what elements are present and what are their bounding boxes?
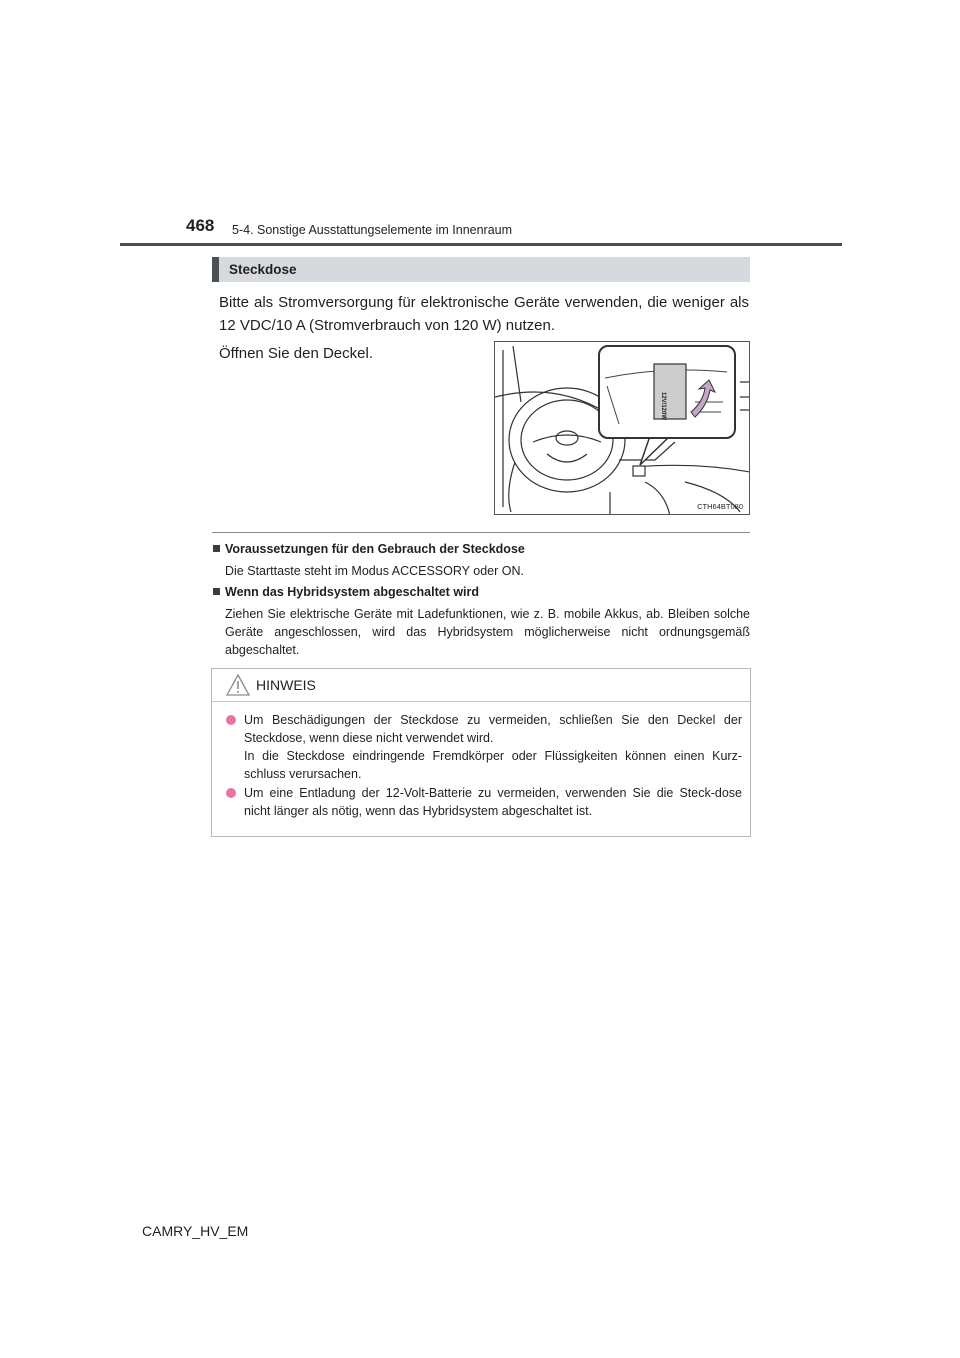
dashboard-drawing — [495, 342, 750, 515]
hinweis-item-text: Um eine Entladung der 12-Volt-Batterie zu vermeiden, verwenden Sie die Steck-dose nicht länger als nötig, wenn das Hybridsystem abgeschaltet ist. — [244, 786, 742, 818]
section-title: Steckdose — [229, 262, 297, 277]
hinweis-line: Um Beschädigungen der Steckdose zu vermeiden, schließen Sie den Deckel der Steckdose, wenn diese nicht verwendet wird. — [244, 713, 742, 745]
outlet-cover — [654, 364, 686, 419]
note-heading: Voraussetzungen für den Gebrauch der Steckdose — [212, 542, 750, 556]
figure-code: CTH64BT080 — [697, 502, 743, 511]
bullet-dot-icon — [226, 715, 236, 725]
header-rule — [120, 243, 842, 246]
hinweis-title: HINWEIS — [256, 677, 316, 693]
note-text: Die Starttaste steht im Modus ACCESSORY oder ON. — [225, 564, 524, 578]
socket-label-text: 12V/120W — [660, 392, 666, 421]
power-outlet-illustration — [494, 341, 750, 515]
warning-triangle-icon — [226, 674, 250, 696]
intro-paragraph: Bitte als Stromversorgung für elektronische Geräte verwenden, die weniger als 12 VDC/10 A (Stromverbrauch von 120 W) nutzen. — [219, 294, 749, 334]
section-divider — [212, 532, 750, 533]
outlet-location-marker — [633, 466, 645, 476]
page-number: 468 — [186, 216, 215, 235]
instruction-text: Öffnen Sie den Deckel. — [219, 345, 373, 362]
hinweis-item — [226, 784, 742, 820]
hinweis-item-text — [244, 711, 742, 783]
note-usage-conditions — [212, 542, 750, 580]
note-hybrid-off — [212, 585, 750, 659]
note-text: Ziehen Sie elektrische Geräte mit Ladefunktionen, wie z. B. mobile Akkus, ab. Bleiben solche Geräte angeschlossen, wird das Hybridsystem möglicherweise nicht ordnungsgemäß abgeschaltet. — [225, 607, 750, 657]
hinweis-header — [212, 669, 750, 702]
hinweis-box — [211, 668, 751, 837]
section-heading-bar — [212, 257, 750, 282]
footer-model-code: CAMRY_HV_EM — [142, 1223, 249, 1239]
header-section-title: 5-4. Sonstige Ausstattungselemente im Innenraum — [232, 223, 513, 237]
hinweis-item — [226, 711, 742, 783]
bullet-dot-icon — [226, 788, 236, 798]
note-heading: Wenn das Hybridsystem abgeschaltet wird — [212, 585, 750, 599]
hinweis-line: In die Steckdose eindringende Fremdkörper oder Flüssigkeiten können einen Kurz-schluss verursachen. — [244, 749, 742, 781]
